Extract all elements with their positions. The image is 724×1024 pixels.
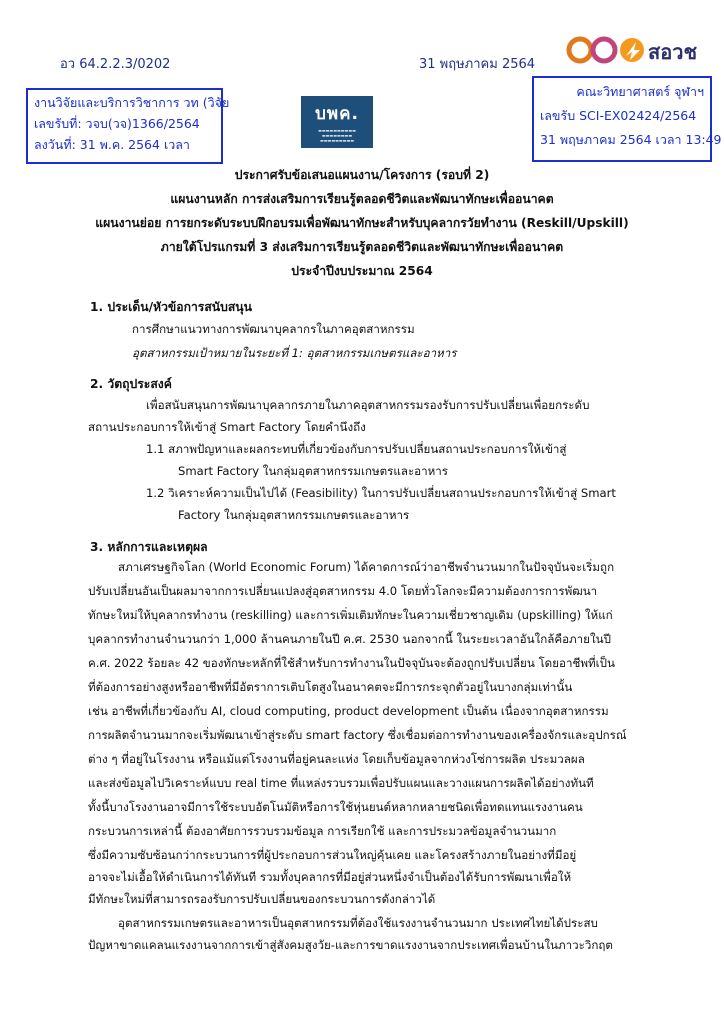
section-3-line: อาจจะไม่เอื้อให้ดำเนินการได้ทันที รวมทั้งบุคลากรที่มีอยู่ส่วนหนึ่งจำเป็นต้องได้รับการพัฒนาเพื่อให้	[88, 870, 572, 884]
title-line-1: ประกาศรับข้อเสนอแผนงาน/โครงการ (รอบที่ 2)	[234, 168, 490, 182]
section-3-line: ที่ต้องการอย่างสูงหรืออาชีพที่มีอัตราการเติบโตสูงในอนาคตจะมีการกระจุกตัวอยู่ในบางกลุ่มเท่านั้น	[88, 680, 573, 694]
section-1-line-2: อุตสาหกรรมเป้าหมายในระยะที่ 1: อุตสาหกรรมเกษตรและอาหาร	[132, 346, 457, 360]
section-2-heading: 2. วัตถุประสงค์	[90, 377, 172, 391]
stamp-right-line3: 31 พฤษภาคม 2564 เวลา 13:49	[540, 132, 722, 147]
section-3-line: ซึ่งมีความซับซ้อนกว่ากระบวนการที่ผู้ประกอบการส่วนใหญ่คุ้นเคย และโครงสร้างภายในอย่างที่มีอยู่	[88, 848, 577, 862]
section-2-line-1: เพื่อสนับสนุนการพัฒนาบุคลากรภายในภาคอุตสาหกรรมรองรับการปรับเปลี่ยนเพื่อยกระดับ	[146, 398, 590, 412]
section-3-line: บุคลากรทำงานจำนวนกว่า 1,000 ล้านคนภายในปี ค.ศ. 2530 นอกจากนี้ ในระยะเวลาอันใกล้คือภายในปี	[88, 632, 611, 646]
document-date: 31 พฤษภาคม 2564	[419, 57, 536, 72]
pmu-logo	[301, 96, 373, 148]
section-3-line: ทั้งนี้บางโรงงานอาจมีการใช้ระบบอัตโนมัติหรือการใช้หุ่นยนต์หลากหลายชนิดเพื่อทดแทนแรงงานคน	[88, 800, 583, 814]
section-3-line: ทักษะใหม่ให้บุคลากรทำงาน (reskilling) และการเพิ่มเติมทักษะในความเชี่ยวชาญเดิม (upskilling) ให้แก่	[88, 608, 613, 622]
section-2-line-3: 1.1 สภาพปัญหาและผลกระทบที่เกี่ยวข้องกับการปรับเปลี่ยนสถานประกอบการให้เข้าสู่	[146, 442, 567, 456]
section-2-line-2: สถานประกอบการให้เข้าสู่ Smart Factory โดยคำนึงถึง	[88, 420, 366, 434]
stamp-right-line2: เลขรับ SCI-EX02424/2564	[540, 108, 697, 123]
pmu-logo-text: บพค.	[315, 104, 359, 124]
sorwor-logo	[566, 36, 706, 74]
title-line-2: แผนงานหลัก การส่งเสริมการเรียนรู้ตลอดชีวิตและพัฒนาทักษะเพื่ออนาคต	[170, 192, 554, 206]
section-3-line: ปรับเปลี่ยนอันเป็นผลมาจากการเปลี่ยนแปลงสู่อุตสาหกรรม 4.0 โดยทั่วโลกจะมีความต้องการการพัฒนา	[88, 584, 598, 598]
stamp-left-line3: ลงวันที่: 31 พ.ค. 2564 เวลา	[34, 137, 190, 152]
section-1-line-1: การศึกษาแนวทางการพัฒนาบุคลากรในภาคอุตสาหกรรม	[132, 322, 415, 336]
receipt-stamp-left	[26, 88, 230, 164]
section-2-line-6: Factory ในกลุ่มอุตสาหกรรมเกษตรและอาหาร	[178, 508, 410, 522]
stamp-right-line1: คณะวิทยาศาสตร์ จุฬาฯ	[576, 84, 704, 99]
section-3-line: เช่น อาชีพที่เกี่ยวข้องกับ AI, cloud computing, product development เป็นต้น เนื่องจากอุตสาหกรรม	[88, 704, 609, 718]
section-3-line: การผลิตจำนวนมากจะเริ่มพัฒนาเข้าสู่ระดับ smart factory ซึ่งเชื่อมต่อการทำงานของเครื่องจักรและอุปกรณ์	[88, 728, 627, 742]
section-3-line: อุตสาหกรรมเกษตรและอาหารเป็นอุตสาหกรรมที่ต้องใช้แรงงานจำนวนมาก ประเทศไทยได้ประสบ	[118, 916, 598, 930]
stamp-left-line1: งานวิจัยและบริการวิชาการ วท (วิจัย	[34, 95, 230, 110]
receipt-stamp-right	[532, 76, 722, 162]
document-reference: อว 64.2.2.3/0202	[60, 57, 171, 72]
title-line-3: แผนงานย่อย การยกระดับระบบฝึกอบรมเพื่อพัฒนาทักษะสำหรับบุคลากรวัยทำงาน (Reskill/Upskill)	[95, 216, 629, 230]
section-3-line: และส่งข้อมูลไปวิเคราะห์แบบ real time ที่แหล่งรวบรวมเพื่อปรับแผนและวางแผนการผลิตได้อย่างทันที	[88, 776, 594, 790]
section-3-line: กระบวนการเหล่านี้ ต้องอาศัยการรวบรวมข้อมูล การเรียกใช้ และการประมวลข้อมูลจำนวนมาก	[88, 824, 557, 838]
section-3-line: สภาเศรษฐกิจโลก (World Economic Forum) ได้คาดการณ์ว่าอาชีพจำนวนมากในปัจจุบันจะเริ่มถูก	[118, 560, 615, 574]
section-2-line-4: Smart Factory ในกลุ่มอุตสาหกรรมเกษตรและอาหาร	[178, 464, 449, 478]
pmu-logo-subtext: ▬▬▬▬▬▬▬▬▬▬ ▬▬▬▬▬▬▬▬ ▬▬▬▬▬▬▬▬▬	[318, 128, 356, 143]
section-1-heading: 1. ประเด็น/หัวข้อการสนับสนุน	[90, 300, 252, 314]
section-2-line-5: 1.2 วิเคราะห์ความเป็นไปได้ (Feasibility) ในการปรับเปลี่ยนสถานประกอบการให้เข้าสู่ Smart	[146, 486, 616, 500]
section-3-line: ต่าง ๆ ที่อยู่ในโรงงาน หรือแม้แต่โรงงานที่อยู่คนละแห่ง โดยเก็บข้อมูลจากห่วงโซ่การผลิต ประมวลผล	[88, 752, 585, 766]
sorwor-logo-text: สอวช	[648, 40, 698, 64]
section-3-heading: 3. หลักการและเหตุผล	[90, 540, 208, 554]
title-line-5: ประจำปีงบประมาณ 2564	[291, 264, 433, 278]
section-3-line: ค.ศ. 2022 ร้อยละ 42 ของทักษะหลักที่ใช้สำหรับการทำงานในปัจจุบันจะต้องถูกปรับเปลี่ยน โดยอาชีพที่เป็น	[88, 656, 615, 670]
section-3-line: มีทักษะใหม่ที่สามารถรองรับการปรับเปลี่ยนของกระบวนการดังกล่าวได้	[88, 892, 436, 906]
section-3-line: ปัญหาขาดแคลนแรงงานจากการเข้าสู่สังคมสูงวัย-และการขาดแรงงานจากประเทศเพื่อนบ้านในภาวะวิกฤต	[88, 938, 613, 952]
stamp-left-line2: เลขรับที่: วจบ(วจ)1366/2564	[34, 116, 200, 131]
title-line-4: ภายใต้โปรแกรมที่ 3 ส่งเสริมการเรียนรู้ตลอดชีวิตและพัฒนาทักษะเพื่ออนาคต	[160, 240, 564, 254]
